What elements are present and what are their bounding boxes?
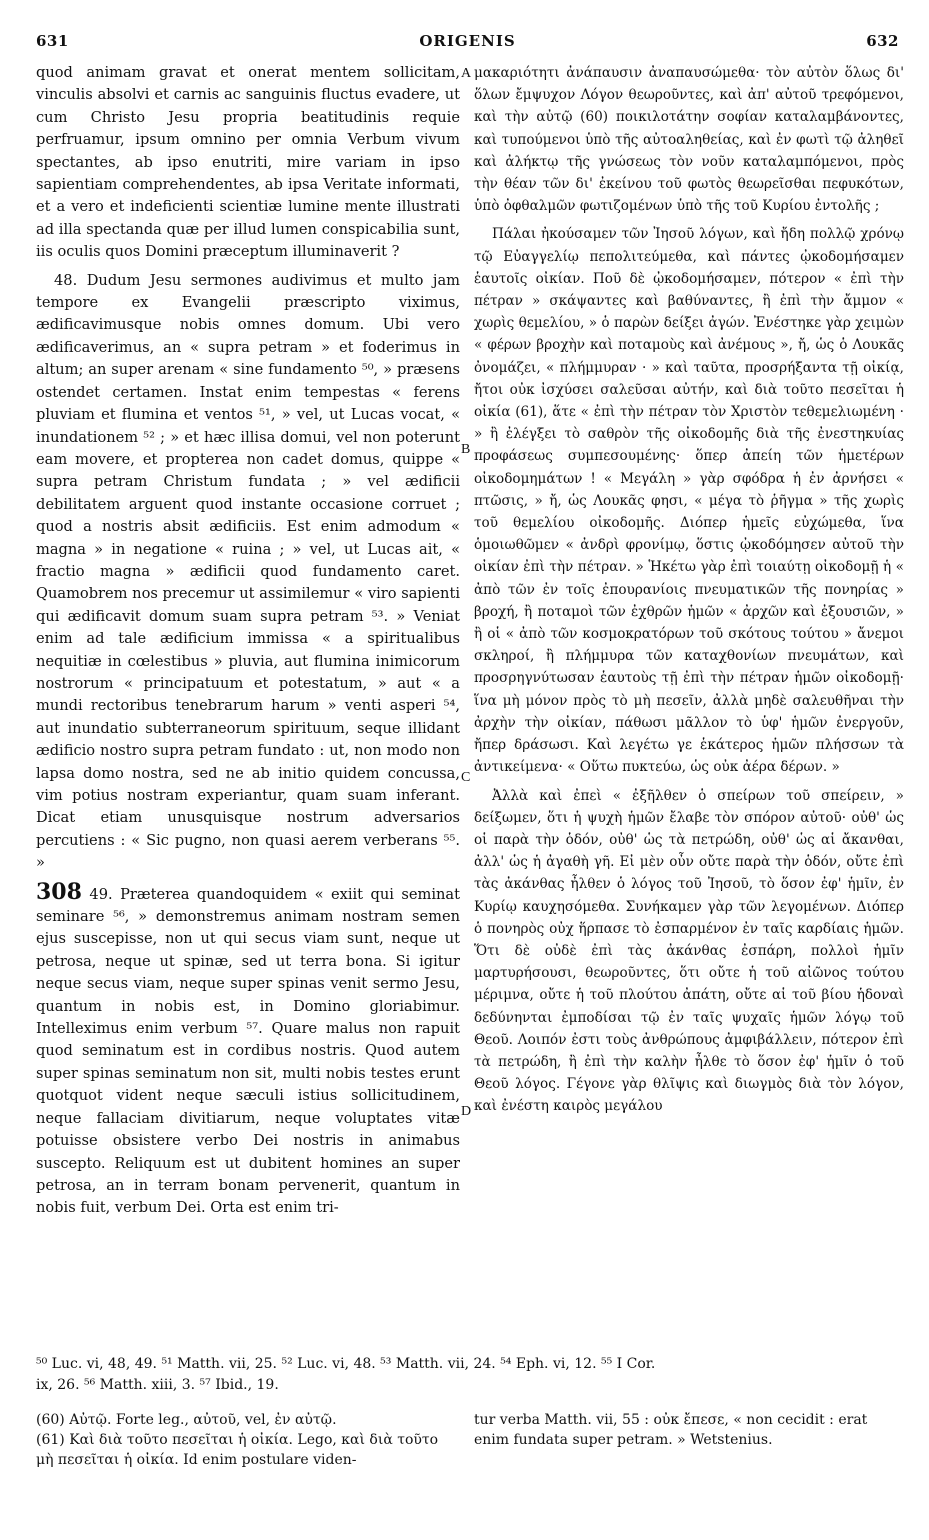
margin-marker-c: C — [461, 770, 471, 785]
greek-paragraph-3: Ἀλλὰ καὶ ἐπεὶ « ἐξῆλθεν ὁ σπείρων τοῦ σπείρειν, » δείξωμεν, ὅτι ἡ ψυχὴ ἡμῶν ἔλαβε τὸν σπόρον αὐτοῦ· οὐθ' ὡς οἱ παρὰ τὴν ὁδόν, οὐθ' ὡς τὰ πετρώδη, οὐθ' ὡς αἱ ἄκανθαι, ἀλλ' ὡς ἡ ἀγαθὴ γῆ. Εἰ μὲν οὖν οὔτε παρὰ τὴν ὁδόν, οὔτε ἐπὶ τὰς ἀκάνθας ἦλθεν ὁ λόγος τοῦ Ἰησοῦ, τὸ ὅσον ἐφ' ἡμῖν, ἐν Κυρίῳ καυχησόμεθα. Συνήκαμεν γὰρ τῶν λεγομένων. Διόπερ ὁ πονηρὸς οὐχ ἥρπασε τὸ ἐσπαρμένον ἐν ταῖς καρδίαις ἡμῶν. Ὅτι δὲ οὐδὲ ἐπὶ τὰς ἀκάνθας ἐσπάρη, πολλοὶ ἡμῖν μαρτυρήσουσι, θεωροῦντες, ὅτι οὔτε ἡ τοῦ αἰῶνος τούτου μέριμνα, οὔτε ἡ τοῦ πλούτου ἀπάτη, οὔτε αἱ τοῦ βίου ἡδοναὶ δεδύνηνται ἐμποδίσαι τῷ ἐν ταῖς ψυχαῖς ἡμῶν λόγῳ τοῦ Θεοῦ. Λοιπόν ἐστι τοὺς ἀνθρώπους ἀμφιβάλλειν, πότερον ἐπὶ τὰ πετρώδη, ἢ ἐπὶ τὴν καλὴν ἦλθε τὸ ὅσον ἐφ' ἡμῖν ὁ τοῦ Θεοῦ λόγος. Γέγονε γὰρ θλῖψις καὶ διωγμὸς διὰ τὸν λόγον, καὶ ἐνέστη καιρὸς μεγάλου — [474, 787, 904, 1115]
margin-marker-b: B — [461, 442, 471, 457]
greek-paragraph-1: μακαριότητι ἀνάπαυσιν ἀναπαυσώμεθα· τὸν αὐτὸν ὅλως δι' ὅλων ἔμψυχον Λόγον θεωροῦντες, καὶ ἀπ' αὐτοῦ τρεφόμενοι, καὶ τὴν αὐτῷ (60) ποικιλοτάτην σοφίαν καταλαμβάνοντες, καὶ τυπούμενοι ὑπὸ τῆς αὐτοαληθείας, καὶ ἐν φωτὶ τῷ ἀληθεῖ καὶ ἀλήκτῳ τῆς γνώσεως τὸν νοῦν καταλαμπόμενοι, πρὸς τὴν θέαν τῶν δι' ἐκείνου τοῦ φωτὸς θεωρεῖσθαι πεφυκότων, ὑπὸ ὀφθαλμῶν φωτιζομένων ὑπὸ τῆς τοῦ Κυρίου ἐντολῆς ; — [474, 65, 904, 215]
greek-paragraph-2: Πάλαι ἠκούσαμεν τῶν Ἰησοῦ λόγων, καὶ ἤδη πολλῷ χρόνῳ τῷ Εὐαγγελίῳ πεπολιτεύμεθα, καὶ πάντες ᾠκοδομήσαμεν ἑαυτοῖς οἰκίαν. Ποῦ δὲ ᾠκοδομήσαμεν, πότερον « ἐπὶ τὴν πέτραν » σκάψαντες καὶ βαθύναντες, ἢ ἐπὶ τὴν ἄμμον « χωρὶς θεμελίου, » ὁ παρὼν δείξει ἀγών. Ἐνέστηκε γὰρ χειμὼν « φέρων βροχὴν καὶ ποταμοὺς καὶ ἀνέμους », ἤ, ὡς ὁ Λουκᾶς ὀνομάζει, « πλήμμυραν · » καὶ ταῦτα, προσρήξαντα τῇ οἰκίᾳ, ἤτοι οὐκ ἰσχύσει σαλεῦσαι αὐτήν, καὶ διὰ τοῦτο πεσεῖται ἡ οἰκία (61), ἅτε « ἐπὶ τὴν πέτραν τὸν Χριστὸν τεθεμελιωμένη · » ἢ ἐλέγξει τὸ σαθρὸν τῆς οἰκοδομῆς διὰ τῆς ἐνεστηκυίας προφάσεως συμπεσουμένης· ὅπερ ἀπείη τῶν ἡμετέρων οἰκοδομημάτων ! « Μεγάλη » γὰρ σφόδρα ἡ ἐν ἀρνήσει « πτῶσις, » ἤ, ὡς Λουκᾶς φησι, « μέγα τὸ ῥῆγμα » τῆς χωρὶς τοῦ θεμελίου οἰκοδομῆς. Διόπερ ἡμεῖς εὐχώμεθα, ἵνα ὁμοιωθῶμεν « ἀνδρὶ φρονίμῳ, ὅστις ᾠκοδόμησεν αὐτοῦ τὴν οἰκίαν ἐπὶ τὴν πέτραν. » Ἡκέτω γὰρ ἐπὶ τοιαύτῃ οἰκοδομῇ ἡ « ἀπὸ τῶν ἐν τοῖς ἐπουρανίοις πνευματικῶν τῆς πονηρίας » βροχή, ἢ ποταμοὶ τῶν ἐχθρῶν ἡμῶν « ἀρχῶν καὶ ἐξουσιῶν, » ἢ οἱ « ἀπὸ τῶν κοσμοκρατόρων τοῦ σκότους τούτου » ἄνεμοι σκληροί, ἢ πλήμμυρα τῶν καταχθονίων πνευμάτων, καὶ προσρηγνύτωσαν ἑαυτοὺς τῇ ἐπὶ τὴν πέτραν ἡμῶν οἰκοδομῇ· ἵνα μὴ μόνον πρὸς τὸ μὴ πεσεῖν, ἀλλὰ μηδὲ σαλευθῆναι τὴν ἀρχὴν τὴν οἰκίαν, πάθωσι μᾶλλον τὸ ὑφ' ἡμῶν ἐνεργοῦν, ἤπερ δράσωσι. Καὶ λεγέτω γε ἑκάτερος ἡμῶν πλήσσων τὰ ἀντικείμενα· « Οὕτω πυκτεύω, ὡς οὐκ ἀέρα δέρων. » — [474, 226, 904, 776]
note-60: (60) Αὐτῷ. Forte leg., αὐτοῦ, vel, ἐν αὐτῷ. — [36, 1412, 337, 1428]
scripture-footnotes — [36, 1354, 902, 1396]
margin-marker-a: A — [461, 66, 472, 81]
column-number: 308 — [36, 878, 82, 905]
page-number-left: 631 — [36, 32, 69, 50]
page-number-right: 632 — [866, 32, 899, 50]
latin-paragraph-1: quod animam gravat et onerat mentem sollicitam, vinculis absolvi et carnis ac sanguinis fluctus evadere, ut cum Christo Jesu propria beatitudinis requie perfruamur, ipsum omnino per omnia Verbum vivum spectantes, ab ipso enutriti, mire variam in ipso sapientiam comprehendentes, ab ipsa Veritate informati, et a vero et indeficienti scientiæ lumine mente illustrati ad illa spectanda quæ per illud lumen conspicabilia sunt, iis oculis quos Domini præceptum illuminaverit ? — [36, 64, 460, 261]
footnote-line-2: ix, 26. ⁵⁶ Matth. xiii, 3. ⁵⁷ Ibid., 19. — [36, 1377, 279, 1393]
latin-column — [36, 62, 460, 1226]
latin-paragraph-48: 48. Dudum Jesu sermones audivimus et multo jam tempore ex Evangelii præscripto viximus, ædificavimusque nobis omnes domum. Ubi vero ædificaverimus, an « supra petram » et foderimus in altum; an super arenam « sine fundamento ⁵⁰, » præsens ostendet certamen. Instat enim tempestas « ferens pluviam et flumina et ventos ⁵¹, » vel, ut Lucas vocat, « inundationem ⁵² ; » et hæc illisa domui, vel non poterunt eam movere, et propterea non cadet domus, quippe « supra petram Christum fundata ; » vel ædificii debilitatem arguent quod instante occasione corruet ; quod a nostris absit ædificiis. Est enim admodum « magna » in negatione « ruina ; » vel, ut Lucas ait, « fractio magna » ædificii quod fundamento caret. Quamobrem nos precemur ut assimilemur « viro sapienti qui ædificavit domum suam supra petram ⁵³. » Veniat enim ad tale ædificium immissa « a spiritualibus nequitiæ in cœlestibus » pluvia, aut flumina inimicorum nostrorum « principatuum et potestatum, » aut « a mundi rectoribus tenebrarum harum » venti asperi ⁵⁴, aut inundatio subterraneorum spirituum, seque illidant ædificio nostro supra petram fundato : ut, non modo non lapsa domo nostra, sed ne ab initio quidem concussa, vim potius nostram experiantur, quam suam inferant. Dicat etiam unusquisque nostrum adversarios percutiens : « Sic pugno, non quasi aerem verberans ⁵⁵. » — [36, 271, 460, 872]
running-title: ORIGENIS — [419, 32, 516, 50]
page-header — [36, 32, 899, 58]
note-61: (61) Καὶ διὰ τοῦτο πεσεῖται ἡ οἰκία. Lego, καὶ διὰ τοῦτο μὴ πεσεῖται ἡ οἰκία. Id enim postulare viden- — [36, 1432, 439, 1468]
footnote-line-1: ⁵⁰ Luc. vi, 48, 49. ⁵¹ Matth. vii, 25. ⁵² Luc. vi, 48. ⁵³ Matth. vii, 24. ⁵⁴ Eph. vi, 12. ⁵⁵ I Cor. — [36, 1356, 656, 1372]
greek-column — [474, 62, 904, 1124]
margin-marker-d: D — [461, 1104, 472, 1119]
latin-paragraph-49-text: 49. Præterea quandoquidem « exiit qui seminat seminare ⁵⁶, » demonstremus animam nostram semen ejus suscepisse, non ut qui secus viam sunt, neque ut petrosa, neque ut spinæ, sed ut terra bona. Si igitur neque secus viam, neque super spinas venit sermo Jesu, quantum in nobis est, in Domino gloriabimur. Intelleximus enim verbum ⁵⁷. Quare malus non rapuit quod seminatum est in cordibus nostris. Quod autem super spinas seminatum non sit, multi nobis testes erunt quotquot vident neque sæculi istius sollicitudinem, neque fallaciam divitiarum, neque voluptates vitæ potuisse obsistere verbo Dei nostris in animabus suscepto. Reliquum est ut dubitent homines an super petrosa, an in terram bonam pervenerit, quantum in nobis fuit, verbum Dei. Orta est enim tri- — [36, 885, 460, 1217]
latin-paragraph-49 — [36, 878, 460, 1220]
note-61-continued: tur verba Matth. vii, 55 : οὐκ ἔπεσε, « non cecidit : erat enim fundata super petram. » Wetstenius. — [474, 1412, 868, 1448]
editorial-notes-right — [474, 1410, 904, 1450]
editorial-notes-left — [36, 1410, 456, 1470]
